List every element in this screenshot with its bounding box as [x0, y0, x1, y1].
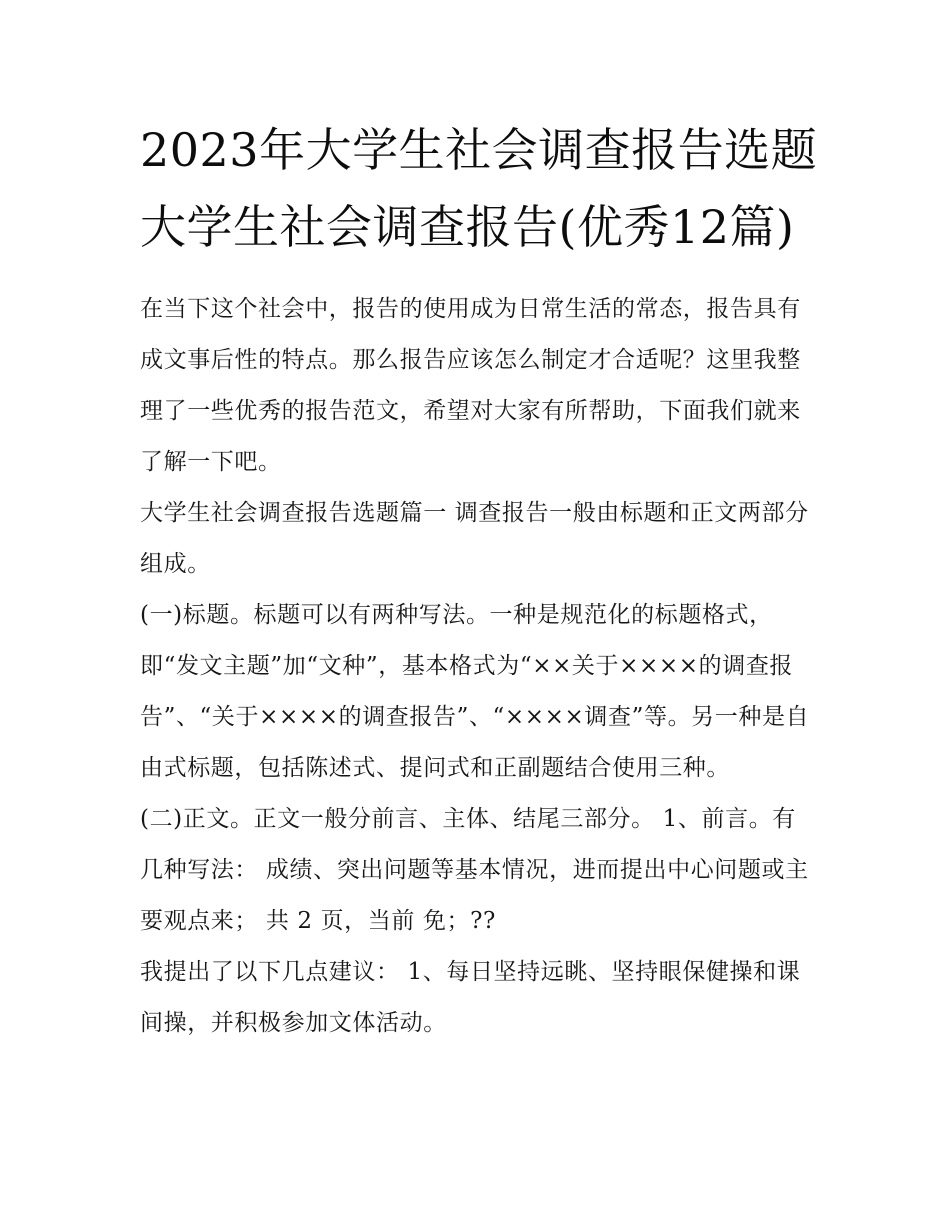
document-title: 2023年大学生社会调查报告选题 大学生社会调查报告(优秀12篇) — [140, 123, 818, 254]
paragraph-title-section: (一)标题。标题可以有两种写法。一种是规范化的标题格式，即“发文主题”加“文种”，基本格式为“××关于××××的调查报告”、“关于××××的调查报告”、“××××调查”等。另一种是自由式标题，包括陈述式、提问式和正副题结合使用三种。 — [140, 602, 810, 781]
paragraph-body-section: (二)正文。正文一般分前言、主体、结尾三部分。 1、前言。有几种写法： 成绩、突出问题等基本情况，进而提出中心问题或主要观点来； 共 2 页，当前 免；?? — [140, 806, 809, 934]
paragraph-topic-one: 大学生社会调查报告选题篇一 调查报告一般由标题和正文两部分组成。 — [140, 500, 809, 577]
paragraph-suggestions: 我提出了以下几点建议： 1、每日坚持远眺、坚持眼保健操和课间操，并积极参加文体活动。 — [140, 959, 801, 1036]
paragraph-intro: 在当下这个社会中，报告的使用成为日常生活的常态，报告具有成文事后性的特点。那么报告应该怎么制定才合适呢？这里我整理了一些优秀的报告范文，希望对大家有所帮助，下面我们就来了解一下吧。 — [140, 296, 801, 475]
